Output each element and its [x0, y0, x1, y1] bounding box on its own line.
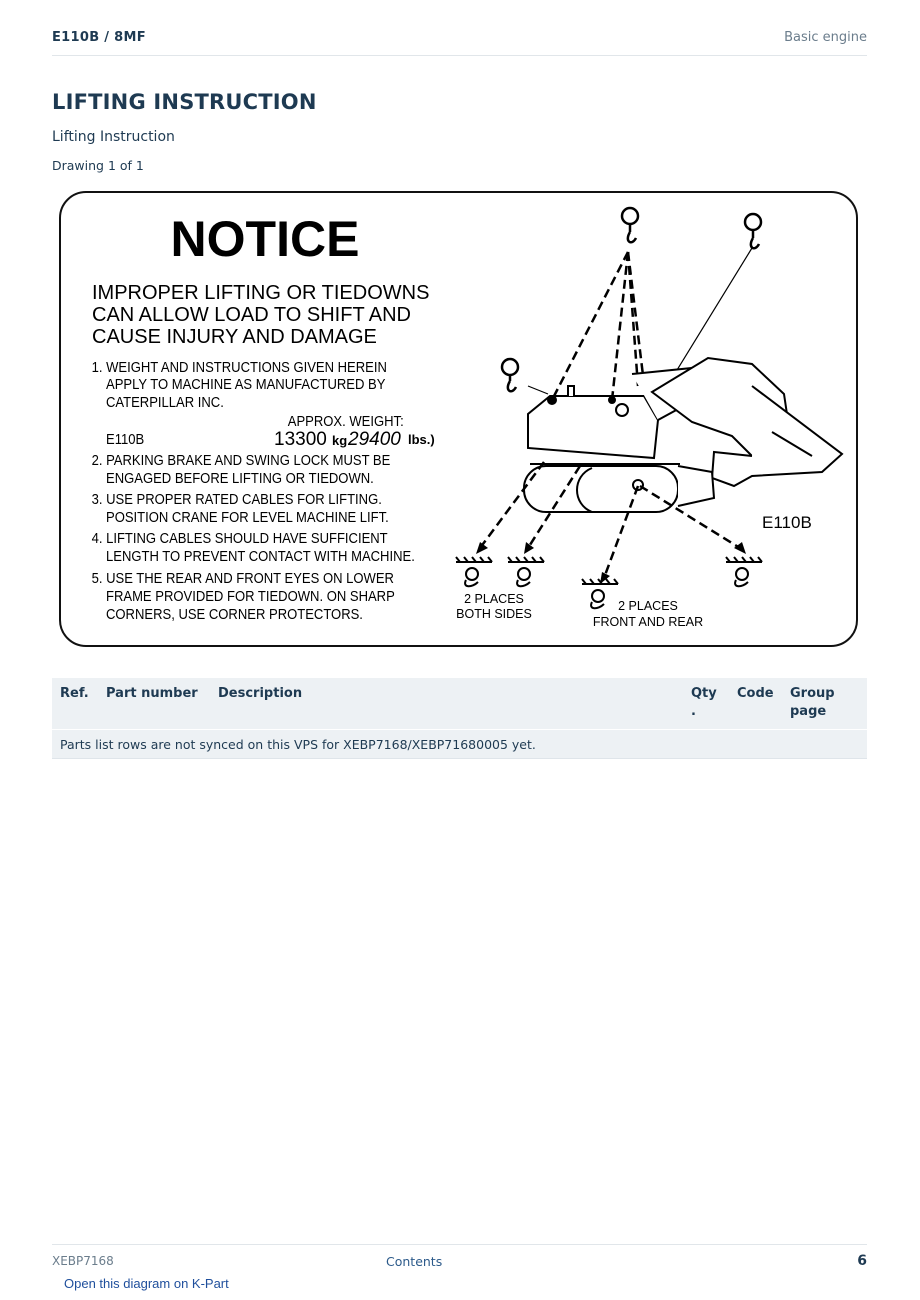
page-subtitle: Lifting Instruction	[52, 129, 175, 145]
page-title: LIFTING INSTRUCTION	[52, 90, 317, 114]
instruction-line: 3. USE PROPER RATED CABLES FOR LIFTING.	[91, 491, 382, 508]
page-number: 6	[857, 1253, 867, 1269]
col-part-number: Part number	[98, 678, 210, 730]
parts-sync-message: Parts list rows are not synced on this VPS for XEBP7168/XEBP71680005 yet.	[52, 730, 867, 759]
instruction-line: 1. WEIGHT AND INSTRUCTIONS GIVEN HEREIN	[91, 359, 387, 376]
col-group-page: Group page	[782, 678, 867, 730]
instruction-line: 5. USE THE REAR AND FRONT EYES ON LOWER	[91, 570, 394, 587]
instruction-line: CORNERS, USE CORNER PROTECTORS.	[106, 606, 363, 623]
instruction-line: FRAME PROVIDED FOR TIEDOWN. ON SHARP	[106, 588, 395, 605]
warning-line: CAN ALLOW LOAD TO SHIFT AND	[92, 304, 411, 326]
col-ref: Ref.	[52, 678, 98, 730]
drawing-count: Drawing 1 of 1	[52, 158, 144, 173]
col-description: Description	[210, 678, 683, 730]
warning-line: IMPROPER LIFTING OR TIEDOWNS	[92, 282, 430, 304]
tiedown-sides-label: 2 PLACES	[464, 592, 524, 606]
page-footer	[52, 1244, 867, 1274]
instruction-line: 2. PARKING BRAKE AND SWING LOCK MUST BE	[91, 452, 391, 469]
weight-lbs-value: 29400	[348, 429, 401, 450]
tiedown-sides-label: BOTH SIDES	[456, 607, 532, 621]
warning-line: CAUSE INJURY AND DAMAGE	[92, 326, 377, 348]
weight-model: E110B	[106, 431, 145, 448]
instruction-line: APPLY TO MACHINE AS MANUFACTURED BY	[106, 376, 386, 393]
instruction-line: LENGTH TO PREVENT CONTACT WITH MACHINE.	[106, 548, 415, 565]
col-code: Code	[729, 678, 782, 730]
page-header	[52, 28, 867, 56]
table-row	[52, 730, 867, 759]
instruction-line: CATERPILLAR INC.	[106, 394, 224, 411]
instruction-line: 4. LIFTING CABLES SHOULD HAVE SUFFICIENT	[91, 530, 388, 547]
contents-link[interactable]: Contents	[386, 1254, 443, 1269]
weight-kg-unit: kg	[332, 433, 348, 448]
tiedown-front-label: 2 PLACES	[618, 599, 678, 613]
approx-weight-label: APPROX. WEIGHT:	[287, 413, 404, 430]
kpart-diagram-link[interactable]: Open this diagram on K-Part	[64, 1276, 229, 1291]
notice-heading: NOTICE	[170, 211, 360, 267]
instruction-line: ENGAGED BEFORE LIFTING OR TIEDOWN.	[106, 470, 374, 487]
instruction-line: POSITION CRANE FOR LEVEL MACHINE LIFT.	[106, 509, 389, 526]
table-header-row	[52, 678, 867, 730]
model-label: E110B / 8MF	[52, 30, 146, 45]
section-label: Basic engine	[784, 30, 867, 45]
model-label: E110B	[762, 513, 812, 532]
parts-table	[52, 678, 867, 759]
weight-kg-value: 13300	[274, 429, 327, 450]
col-qty: Qty .	[683, 678, 729, 730]
tiedown-front-label: FRONT AND REAR	[592, 615, 704, 629]
document-id: XEBP7168	[52, 1254, 114, 1268]
weight-lbs-unit: lbs.)	[408, 432, 435, 447]
lifting-instruction-diagram	[52, 186, 867, 654]
